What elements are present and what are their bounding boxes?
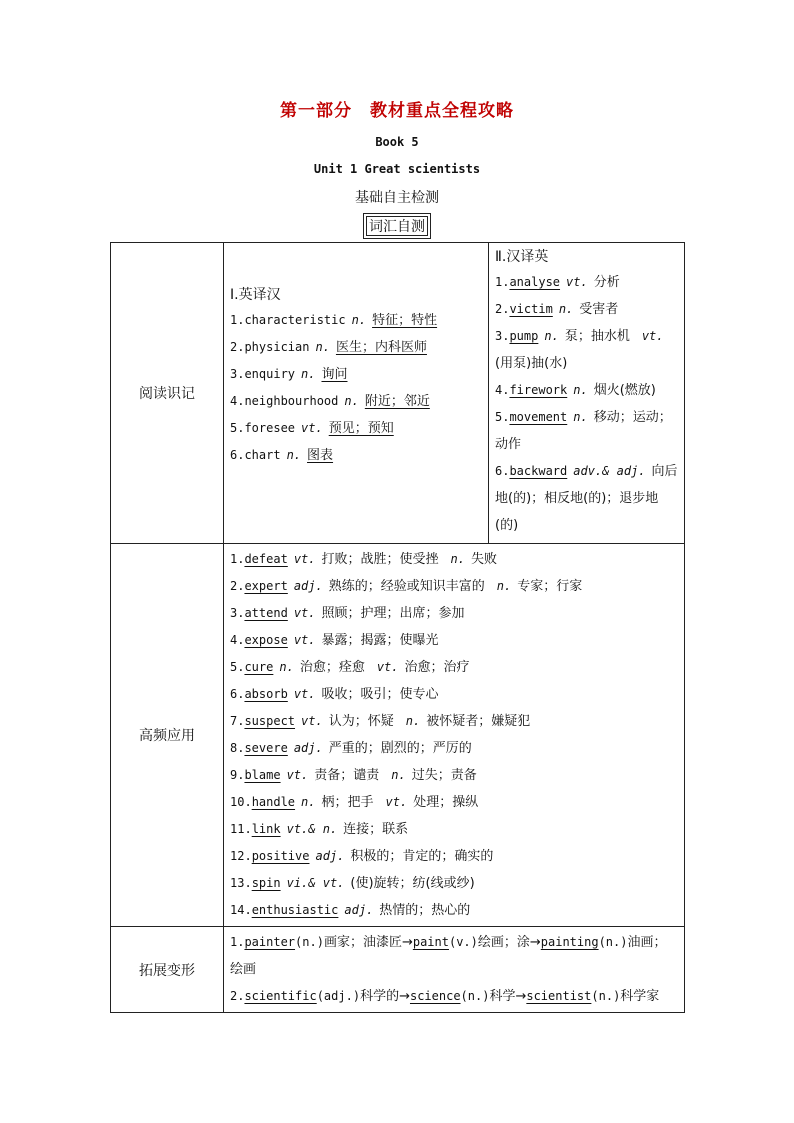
item-word: neighbourhood [244, 394, 339, 408]
list-item [230, 654, 678, 681]
item-meaning: 分析 [593, 275, 620, 290]
item-pos: adj. [344, 903, 374, 917]
item-word: enquiry [244, 367, 296, 381]
list-item [230, 307, 482, 334]
list-item [495, 458, 678, 539]
item-pos: n. [279, 660, 294, 674]
item-word: painting [540, 935, 599, 949]
item-pos: vt. [293, 606, 316, 620]
list-item [230, 843, 678, 870]
item-pos: vt.& n. [286, 822, 338, 836]
item-meaning: 画家；油漆匠→ [323, 935, 413, 950]
item-pos2: n. [450, 552, 465, 566]
list-item [230, 627, 678, 654]
item-pos: vt. [301, 714, 323, 728]
item-number: 14. [230, 903, 252, 917]
item-number: 1. [495, 275, 510, 289]
item-meaning: 受害者 [579, 302, 619, 317]
list-item [230, 735, 678, 762]
item-number: 11. [230, 822, 252, 836]
row-frequent [111, 544, 685, 927]
item-pos: vt. [566, 275, 588, 289]
item-pos: n. [573, 410, 588, 424]
item-meaning: 熟练的；经验或知识丰富的 [328, 579, 485, 594]
list-item [230, 789, 678, 816]
item-pos: n. [558, 302, 574, 316]
item-pos: n. [315, 340, 330, 354]
item-word: paint [412, 935, 449, 949]
item-pos2: n. [405, 714, 421, 728]
item-number: 13. [230, 876, 252, 890]
item-pos: n. [301, 367, 316, 381]
item-meaning: (使)旋转；纺(线或纱) [350, 876, 475, 891]
list-item [495, 404, 678, 458]
item-number: 4. [495, 383, 510, 397]
item-word: foresee [244, 421, 296, 435]
item-meaning: 询问 [321, 367, 348, 382]
item-word: absorb [244, 687, 288, 701]
item-pos2: vt. [641, 329, 664, 343]
item-word: expose [244, 633, 288, 647]
item-pos: adj. [315, 849, 345, 863]
reading-cell [224, 243, 685, 544]
item-pos: vi.& vt. [286, 876, 345, 890]
item-meaning: 柄；把手 [321, 795, 374, 810]
item-number: 3. [495, 329, 510, 343]
item-meaning: 治愈；痊愈 [299, 660, 365, 675]
part1-title: Ⅰ.英译汉 [230, 287, 281, 303]
list-item [230, 442, 482, 469]
unit-label: Unit 1 Great scientists [313, 162, 481, 176]
item-number: 9. [230, 768, 245, 782]
item-meaning: 连接；联系 [343, 822, 409, 837]
item-meaning: 泵；抽水机 [564, 329, 630, 344]
item-meaning: 照顾；护理；出席；参加 [321, 606, 465, 621]
item-number: 4. [230, 633, 245, 647]
item-pos: vt. [293, 633, 316, 647]
item-pos: (n.) [460, 989, 490, 1003]
list-item [495, 269, 678, 296]
item-pos: n. [286, 448, 302, 462]
item-pos: adv.& adj. [573, 464, 646, 478]
row-extension [111, 927, 685, 1013]
item-pos: vt. [293, 687, 316, 701]
item-word: defeat [244, 552, 288, 566]
item-meaning: 图表 [307, 448, 334, 463]
list-item [230, 334, 482, 361]
list-item [230, 415, 482, 442]
book-label: Book 5 [375, 135, 419, 149]
item-word: painter [244, 935, 296, 949]
en-to-zh-column [224, 243, 489, 543]
item-meaning: 烟火(燃放) [593, 383, 656, 398]
item-meaning2: 过失；责备 [411, 768, 477, 783]
item-word: spin [251, 876, 281, 890]
item-pos: (adj.) [316, 989, 361, 1003]
item-number: 1. [230, 552, 245, 566]
item-word: suspect [244, 714, 296, 728]
list-item [230, 600, 678, 627]
frequent-list [224, 544, 685, 927]
extension-item [230, 929, 678, 983]
list-item [230, 546, 678, 573]
item-pos: n. [544, 329, 559, 343]
list-item [230, 870, 678, 897]
item-meaning: 移动；运动；动作 [495, 410, 672, 452]
item-number: 10. [230, 795, 252, 809]
item-number: 6. [495, 464, 510, 478]
item-word: pump [509, 329, 539, 343]
item-pos: vt. [293, 552, 316, 566]
item-number: 5. [230, 660, 245, 674]
item-pos: adj. [293, 741, 323, 755]
item-number: 2. [230, 340, 245, 354]
item-number: 2. [495, 302, 510, 316]
item-number: 5. [230, 421, 245, 435]
item-meaning: 热情的；热心的 [379, 903, 471, 918]
item-pos: n. [573, 383, 588, 397]
item-meaning: 特征；特性 [372, 313, 438, 328]
part2-title: Ⅱ.汉译英 [495, 249, 549, 265]
list-item [495, 377, 678, 404]
item-meaning2: 专家；行家 [517, 579, 583, 594]
item-number: 2. [230, 989, 245, 1003]
item-number: 1. [230, 313, 245, 327]
item-meaning2: 治愈；治疗 [404, 660, 470, 675]
item-number: 3. [230, 606, 245, 620]
zh-to-en-column [489, 243, 685, 543]
part2-list [495, 269, 678, 539]
list-item [495, 323, 678, 377]
item-number: 6. [230, 448, 245, 462]
item-word: characteristic [244, 313, 346, 327]
item-number: 6. [230, 687, 245, 701]
item-word: handle [251, 795, 296, 809]
list-item [230, 708, 678, 735]
list-item [230, 681, 678, 708]
item-meaning2: 失败 [470, 552, 497, 567]
item-meaning: 积极的；肯定的；确实的 [350, 849, 494, 864]
item-pos: n. [351, 313, 367, 327]
item-number: 12. [230, 849, 252, 863]
item-meaning: 向后地(的)；相反地(的)；退步地(的) [495, 464, 678, 533]
item-word: chart [244, 448, 281, 462]
item-word: cure [244, 660, 274, 674]
item-word: blame [244, 768, 281, 782]
item-meaning: 绘画；涂→ [477, 935, 541, 950]
category-frequent: 高频应用 [111, 544, 224, 927]
list-item [230, 816, 678, 843]
item-pos: n. [301, 795, 316, 809]
item-pos: vt. [301, 421, 323, 435]
item-word: movement [509, 410, 568, 424]
item-pos: n. [344, 394, 359, 408]
item-meaning: 油画；绘画 [230, 935, 667, 977]
item-pos: adj. [293, 579, 323, 593]
item-pos2: n. [496, 579, 512, 593]
item-number: 5. [495, 410, 510, 424]
item-pos2: vt. [385, 795, 408, 809]
box-label: 词汇自测 [363, 213, 431, 239]
item-meaning2: 处理；操纵 [413, 795, 479, 810]
list-item [230, 762, 678, 789]
item-word: expert [244, 579, 288, 593]
item-number: 3. [230, 367, 245, 381]
item-meaning: 严重的；剧烈的；严厉的 [328, 741, 472, 756]
item-meaning: 预见；预知 [328, 421, 394, 436]
item-word: analyse [509, 275, 561, 289]
item-word: scientific [244, 989, 317, 1003]
vocab-table [110, 242, 685, 1013]
item-meaning: 责备；谴责 [314, 768, 380, 783]
item-meaning: 打败；战胜；使受挫 [321, 552, 439, 567]
item-number: 2. [230, 579, 245, 593]
item-meaning: 暴露；揭露；使曝光 [321, 633, 439, 648]
extension-list [224, 927, 685, 1013]
item-meaning: 科学的→ [360, 989, 410, 1004]
item-pos: (n.) [295, 935, 324, 949]
page-title: 第一部分 教材重点全程攻略 [280, 101, 514, 121]
row-reading [111, 243, 685, 544]
item-word: severe [244, 741, 288, 755]
box-label-wrap [0, 213, 794, 239]
item-number: 8. [230, 741, 245, 755]
item-pos2: n. [391, 768, 406, 782]
item-number: 7. [230, 714, 245, 728]
item-pos: (v.) [448, 935, 478, 949]
section-heading: 基础自主检测 [355, 190, 439, 206]
extension-item [230, 983, 678, 1010]
item-word: scientist [526, 989, 592, 1003]
item-word: link [251, 822, 281, 836]
category-extension: 拓展变形 [111, 927, 224, 1013]
item-number: 1. [230, 935, 245, 949]
item-meaning: 认为；怀疑 [328, 714, 394, 729]
item-word: victim [509, 302, 553, 316]
item-pos: vt. [286, 768, 309, 782]
list-item [230, 388, 482, 415]
part1-list [230, 307, 482, 469]
item-meaning: 科学家 [620, 989, 660, 1004]
item-word: science [409, 989, 461, 1003]
item-word: backward [509, 464, 568, 478]
item-word: enthusiastic [251, 903, 339, 917]
item-meaning2: (用泵)抽(水) [495, 356, 568, 371]
item-meaning: 科学→ [489, 989, 527, 1004]
list-item [230, 361, 482, 388]
item-meaning: 吸收；吸引；使专心 [321, 687, 439, 702]
item-pos2: vt. [376, 660, 399, 674]
item-meaning: 附近；邻近 [364, 394, 430, 409]
category-reading: 阅读识记 [111, 243, 224, 544]
item-word: attend [244, 606, 288, 620]
item-pos: (n.) [598, 935, 628, 949]
item-pos: (n.) [591, 989, 621, 1003]
list-item [230, 573, 678, 600]
item-word: positive [251, 849, 310, 863]
reading-subtable [224, 243, 684, 543]
list-item [230, 897, 678, 924]
item-word: firework [509, 383, 568, 397]
item-number: 4. [230, 394, 245, 408]
item-meaning2: 被怀疑者；嫌疑犯 [426, 714, 531, 729]
item-meaning: 医生；内科医师 [335, 340, 427, 355]
item-word: physician [244, 340, 310, 354]
list-item [495, 296, 678, 323]
